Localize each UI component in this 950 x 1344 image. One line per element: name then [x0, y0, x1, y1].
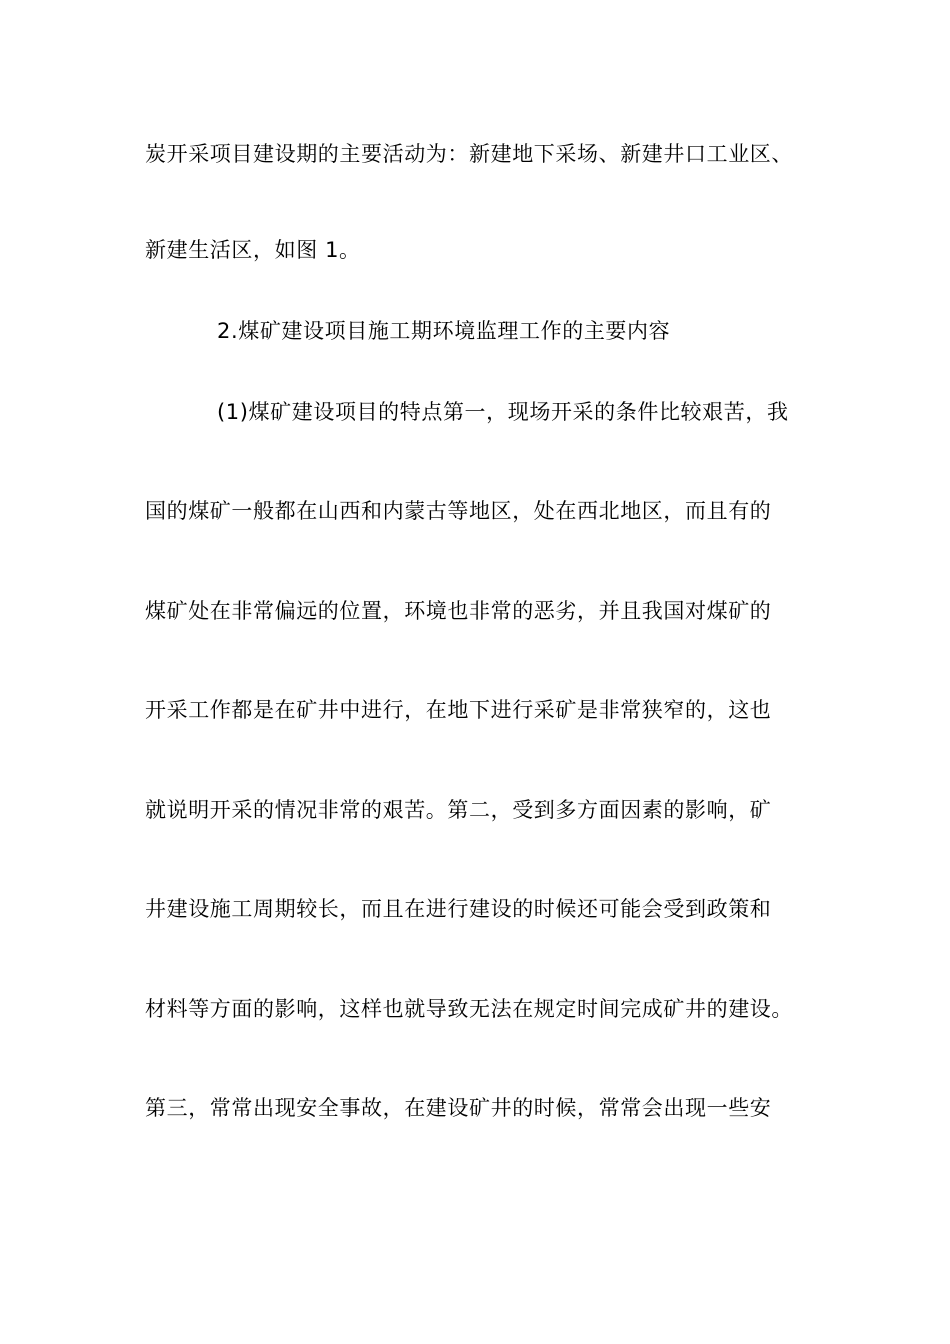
body-text-line: 就说明开采的情况非常的艰苦。第二，受到多方面因素的影响，矿 — [145, 798, 772, 822]
body-text-line: 国的煤矿一般都在山西和内蒙古等地区，处在西北地区，而且有的 — [145, 499, 772, 523]
body-text-line: 煤矿处在非常偏远的位置，环境也非常的恶劣，并且我国对煤矿的 — [145, 599, 772, 623]
body-text-line: 井建设施工周期较长，而且在进行建设的时候还可能会受到政策和 — [145, 897, 772, 921]
body-text-line: 新建生活区，如图 1。 — [145, 238, 361, 262]
body-text-line: 材料等方面的影响，这样也就导致无法在规定时间完成矿井的建设。 — [145, 997, 793, 1021]
subsection-heading-line: (1)煤矿建设项目的特点第一，现场开采的条件比较艰苦，我 — [217, 400, 789, 424]
body-text-line: 第三，常常出现安全事故，在建设矿井的时候，常常会出现一些安 — [145, 1096, 772, 1120]
section-heading: 2.煤矿建设项目施工期环境监理工作的主要内容 — [217, 319, 671, 343]
body-text-line: 炭开采项目建设期的主要活动为：新建地下采场、新建井口工业区、 — [145, 142, 793, 166]
body-text-line: 开采工作都是在矿井中进行，在地下进行采矿是非常狭窄的，这也 — [145, 698, 772, 722]
